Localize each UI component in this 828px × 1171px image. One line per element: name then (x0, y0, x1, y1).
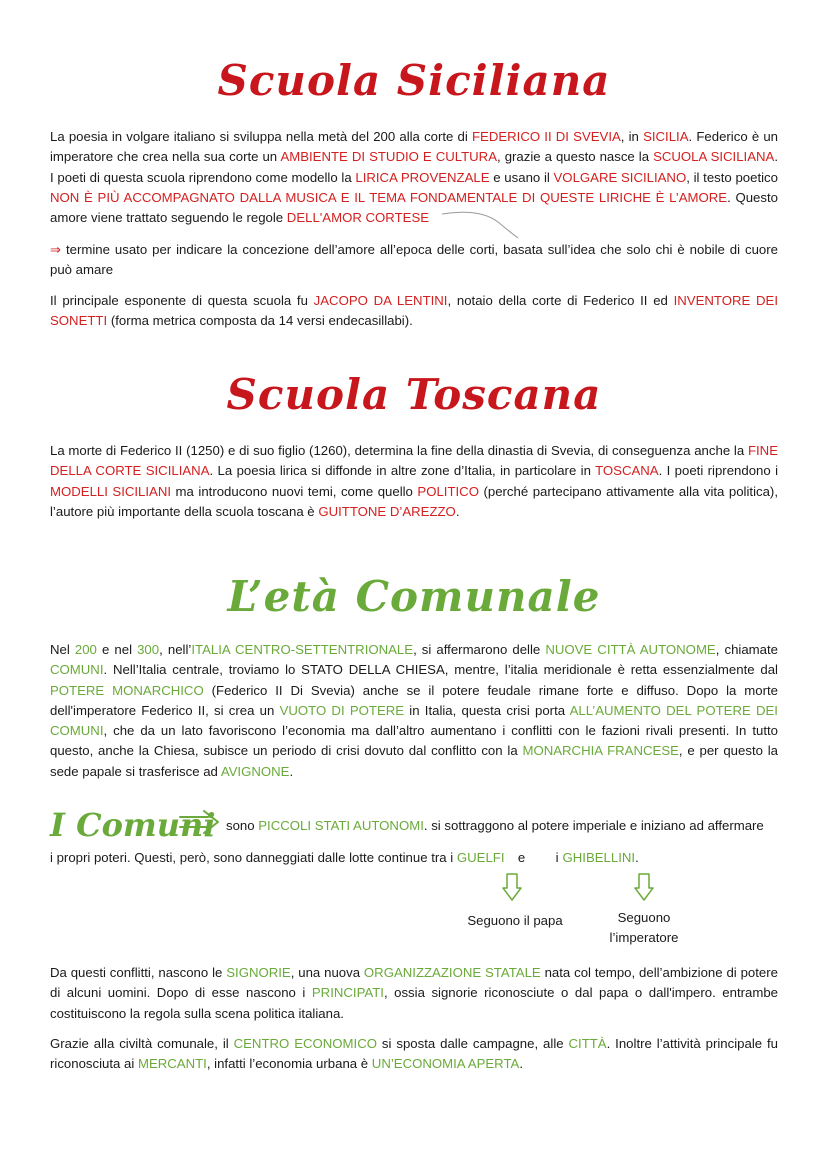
highlight: INVENTORE DEI SONETTI (50, 293, 778, 329)
highlight: AVIGNONE (220, 763, 290, 779)
highlight: GUITTONE D’AREZZO (318, 503, 456, 519)
highlight: 200 (74, 642, 97, 657)
highlight: VOLGARE SICILIANO (553, 169, 687, 185)
highlight: TOSCANA (595, 463, 659, 479)
comuni-line-2: i propri poteri. Questi, però, sono danneggiati dalle lotte continue tra i GUELFI e i GHIBELLINI. (50, 850, 639, 865)
highlight: ITALIA CENTRO-SETTENTRIONALE (191, 642, 414, 657)
highlight: UN’ECONOMIA APERTA (371, 1056, 520, 1072)
paragraph-comunale: Nel 200 e nel 300, nell’ITALIA CENTRO-SETTENTRIONALE, si affermarono delle NUOVE CITTÀ AUTONOME, chiamate COMUNI. Nell’Italia centrale, troviamo lo STATO DELLA CHIESA, mentre, l’italia meridionale è retta essenzialmente dal POTERE MONARCHICO (Federico II Di Svevia) anche se il potere feudale rimane forte e diffuso. Dopo la morte dell'imperatore Federico II, si crea un VUOTO DI POTERE in Italia, questa crisi porta ALL’AUMENTO DEL POTERE DEI COMUNI, che da un lato favoriscono l’economia ma dall’altro aumentano i conflitti con le fazioni rivali presenti. In tutto questo, anche la Chiesa, subisce un periodo di crisi dovuto dal conflitto con la MONARCHIA FRANCESE, e per questo la sede papale si trasferisce ad AVIGNONE. (50, 642, 778, 779)
connector-curve (440, 208, 530, 242)
ghibellini-down-arrow-icon (633, 872, 655, 902)
implies-arrow-icon: ⇒ (50, 242, 62, 257)
highlight: COMUNI (50, 662, 104, 678)
conjunction: e (517, 850, 526, 865)
highlight: FEDERICO II DI SVEVIA (471, 129, 621, 144)
highlight: CENTRO ECONOMICO (233, 1036, 377, 1051)
highlight: CITTÀ (568, 1036, 607, 1051)
highlight: SICILIA (643, 129, 689, 144)
section-title-sicilia: Scuola Siciliana (217, 56, 611, 105)
highlight: AMBIENTE DI STUDIO E CULTURA (280, 149, 498, 165)
ghibellini-label: GHIBELLINI (562, 850, 636, 865)
highlight: POLITICO (417, 483, 479, 499)
highlight: DELL'AMOR CORTESE (286, 210, 430, 226)
double-right-arrow-icon (178, 808, 222, 836)
highlight: NON È PIÙ ACCOMPAGNATO DALLA MUSICA E IL TEMA FONDAMENTALE DI QUESTE LIRICHE È L’AMORE (50, 189, 728, 205)
highlight: FINE DELLA CORTE SICILIANA (50, 443, 778, 479)
highlight: POTERE MONARCHICO (50, 682, 204, 698)
guelfi-down-arrow-icon (501, 872, 523, 902)
highlight: SCUOLA SICILIANA (653, 149, 775, 165)
highlight: VUOTO DI POTERE (279, 702, 405, 718)
highlight: LIRICA PROVENZALE (355, 169, 490, 185)
paragraph-signorie: Da questi conflitti, nascono le SIGNORIE, una nuova ORGANIZZAZIONE STATALE nata col tempo, dell’ambizione di potere di alcuni uomini. Dopo di esse nascono i PRINCIPATI, ossia signorie riconosciute o dal papa o dall'impero. entrambe costituiscono la regola sulla scena politica italiana. (50, 965, 779, 1021)
highlight: ORGANIZZAZIONE STATALE (363, 965, 541, 980)
paragraph-economia: Grazie alla civiltà comunale, il CENTRO ECONOMICO si sposta dalle campagne, alle CITTÀ. Inoltre l’attività principale fu riconosciuta ai MERCANTI, infatti l’economia urbana è UN’ECONOMIA APERTA. (50, 1036, 778, 1072)
paragraph-sicilia-intro: La poesia in volgare italiano si sviluppa nella metà del 200 alla corte di FEDERICO II DI SVEVIA, in SICILIA. Federico è un imperatore che crea nella sua corte un AMBIENTE DI STUDIO E CULTURA, grazie a questo nasce la SCUOLA SICILIANA. I poeti di questa scuola riprendono come modello la LIRICA PROVENZALE e usano il VOLGARE SICILIANO, il testo poetico NON È PIÙ ACCOMPAGNATO DALLA MUSICA E IL TEMA FONDAMENTALE DI QUESTE LIRICHE È L’AMORE. Questo amore viene trattato seguendo le regole DELL'AMOR CORTESE (50, 129, 779, 226)
highlight: ALL’AUMENTO DEL POTERE DEI COMUNI (50, 702, 778, 739)
article: i (555, 850, 559, 865)
highlight: SIGNORIE (226, 965, 291, 980)
guelfi-label: GUELFI (456, 850, 505, 865)
highlight: MERCANTI (137, 1056, 207, 1072)
comuni-line-1: sono PICCOLI STATI AUTONOMI. si sottraggono al potere imperiale e iniziano ad affermare (226, 818, 764, 833)
highlight: 300 (137, 642, 160, 657)
paragraph-sicilia-definition: ⇒ termine usato per indicare la concezione dell’amore all’epoca delle corti, basata sull’idea che solo chi è nobile di cuore può amare (50, 242, 778, 278)
highlight: PRINCIPATI (311, 985, 384, 1001)
highlight: MODELLI SICILIANI (50, 483, 172, 499)
guelfi-caption: Seguono il papa (467, 913, 563, 928)
highlight: PICCOLI STATI AUTONOMI (258, 818, 424, 833)
ghibellini-caption: Seguono l’imperatore (609, 910, 679, 945)
paragraph-toscana: La morte di Federico II (1250) e di suo figlio (1260), determina la fine della dinastia di Svevia, di conseguenza anche la FINE DELLA CORTE SICILIANA. La poesia lirica si diffonde in altre zone d’Italia, in particolare in TOSCANA. I poeti riprendono i MODELLI SICILIANI ma introducono nuovi temi, come quello POLITICO (perché partecipano attivamente alla vita politica), l’autore più importante della scuola toscana è GUITTONE D’AREZZO. (50, 443, 779, 519)
highlight: MONARCHIA FRANCESE (522, 743, 679, 759)
section-title-toscana: Scuola Toscana (226, 370, 602, 419)
highlight: JACOPO DA LENTINI (313, 293, 448, 308)
highlight: NUOVE CITTÀ AUTONOME (545, 642, 716, 657)
comuni-heading: I Comuni (50, 806, 216, 844)
paragraph-sicilia-esponente: Il principale esponente di questa scuola fu JACOPO DA LENTINI, notaio della corte di Federico II ed INVENTORE DEI SONETTI (forma metrica composta da 14 versi endecasillabi). (50, 293, 778, 329)
section-title-comunale: L’età Comunale (227, 572, 601, 621)
